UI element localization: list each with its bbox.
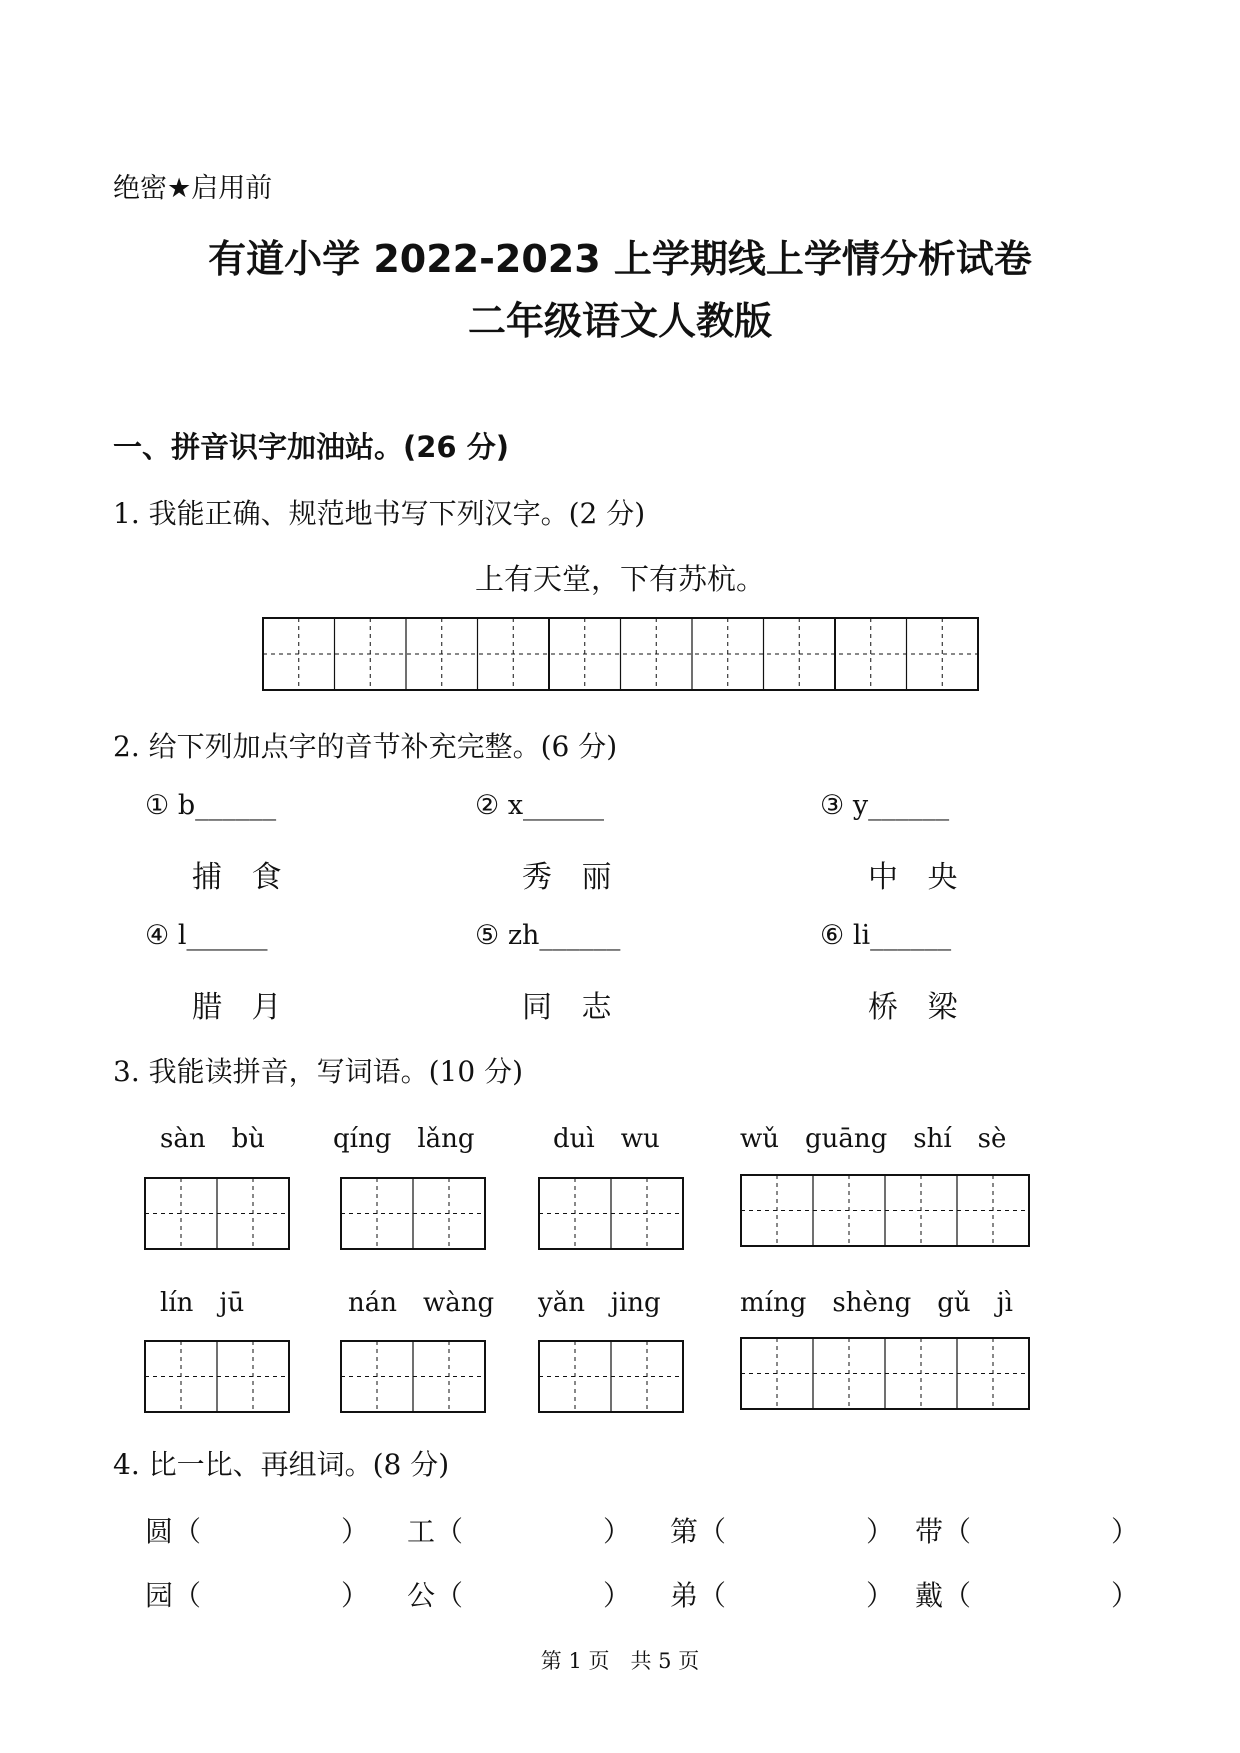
question-3-prompt: 3. 我能读拼音，写词语。(10 分) <box>113 1055 523 1088</box>
q3-pinyin-4: wǔ guāng shí sè <box>740 1124 1007 1154</box>
question-1-prompt: 1. 我能正确、规范地书写下列汉字。(2 分) <box>113 497 646 530</box>
q3-grid-5[interactable] <box>144 1340 292 1414</box>
q4-item-4[interactable]: 带（ ） <box>915 1515 1140 1548</box>
q3-pinyin-7: yǎn jing <box>538 1288 661 1318</box>
q2-item-5-word: 同 志 <box>522 990 622 1025</box>
q3-grid-1[interactable] <box>144 1177 292 1251</box>
q3-grid-8[interactable] <box>740 1337 1032 1411</box>
question-4-prompt: 4. 比一比、再组词。(8 分) <box>113 1448 450 1481</box>
q3-grid-4[interactable] <box>740 1174 1032 1248</box>
q3-grid-3[interactable] <box>538 1177 686 1251</box>
q3-pinyin-8: míng shèng gǔ jì <box>740 1288 1013 1318</box>
q4-item-1[interactable]: 圆（ ） <box>145 1515 370 1548</box>
q2-item-4-word: 腊 月 <box>192 990 292 1025</box>
q3-pinyin-2: qíng lǎng <box>333 1124 475 1154</box>
q2-item-3-hint[interactable]: ③ y______ <box>820 790 950 821</box>
q3-pinyin-5: lín jū <box>160 1288 245 1318</box>
q4-item-7[interactable]: 弟（ ） <box>670 1579 895 1612</box>
q3-pinyin-6: nán wàng <box>348 1288 495 1318</box>
question-1-poem: 上有天堂，下有苏杭。 <box>474 562 765 596</box>
q3-grid-2[interactable] <box>340 1177 488 1251</box>
page-number: 第 1 页 共 5 页 <box>540 1649 700 1673</box>
question-2-prompt: 2. 给下列加点字的音节补充完整。(6 分) <box>113 730 618 763</box>
q2-item-6-word: 桥 梁 <box>868 990 968 1025</box>
q2-item-2-hint[interactable]: ② x______ <box>475 790 605 821</box>
q2-item-5-hint[interactable]: ⑤ zh______ <box>475 920 621 951</box>
q3-grid-7[interactable] <box>538 1340 686 1414</box>
q2-item-1-word: 捕 食 <box>192 860 292 895</box>
question-1-writing-grid[interactable] <box>262 617 982 693</box>
q4-item-5[interactable]: 园（ ） <box>145 1579 370 1612</box>
q2-item-2-word: 秀 丽 <box>522 860 622 895</box>
q3-grid-6[interactable] <box>340 1340 488 1414</box>
q4-item-2[interactable]: 工（ ） <box>407 1515 632 1548</box>
q3-pinyin-1: sàn bù <box>160 1124 265 1154</box>
q3-pinyin-3: duì wu <box>553 1124 660 1154</box>
confidential-label: 绝密★启用前 <box>113 173 273 204</box>
exam-title: 有道小学 2022-2023 上学期线上学情分析试卷 <box>208 237 1032 281</box>
q2-item-3-word: 中 央 <box>868 860 968 895</box>
section-heading: 一、拼音识字加油站。(26 分) <box>113 430 509 464</box>
q2-item-4-hint[interactable]: ④ l______ <box>145 920 268 951</box>
q2-item-6-hint[interactable]: ⑥ li______ <box>820 920 952 951</box>
q4-item-6[interactable]: 公（ ） <box>407 1579 632 1612</box>
q2-item-1-hint[interactable]: ① b______ <box>145 790 277 821</box>
exam-subtitle: 二年级语文人教版 <box>467 299 772 343</box>
q4-item-3[interactable]: 第（ ） <box>670 1515 895 1548</box>
q4-item-8[interactable]: 戴（ ） <box>915 1579 1140 1612</box>
